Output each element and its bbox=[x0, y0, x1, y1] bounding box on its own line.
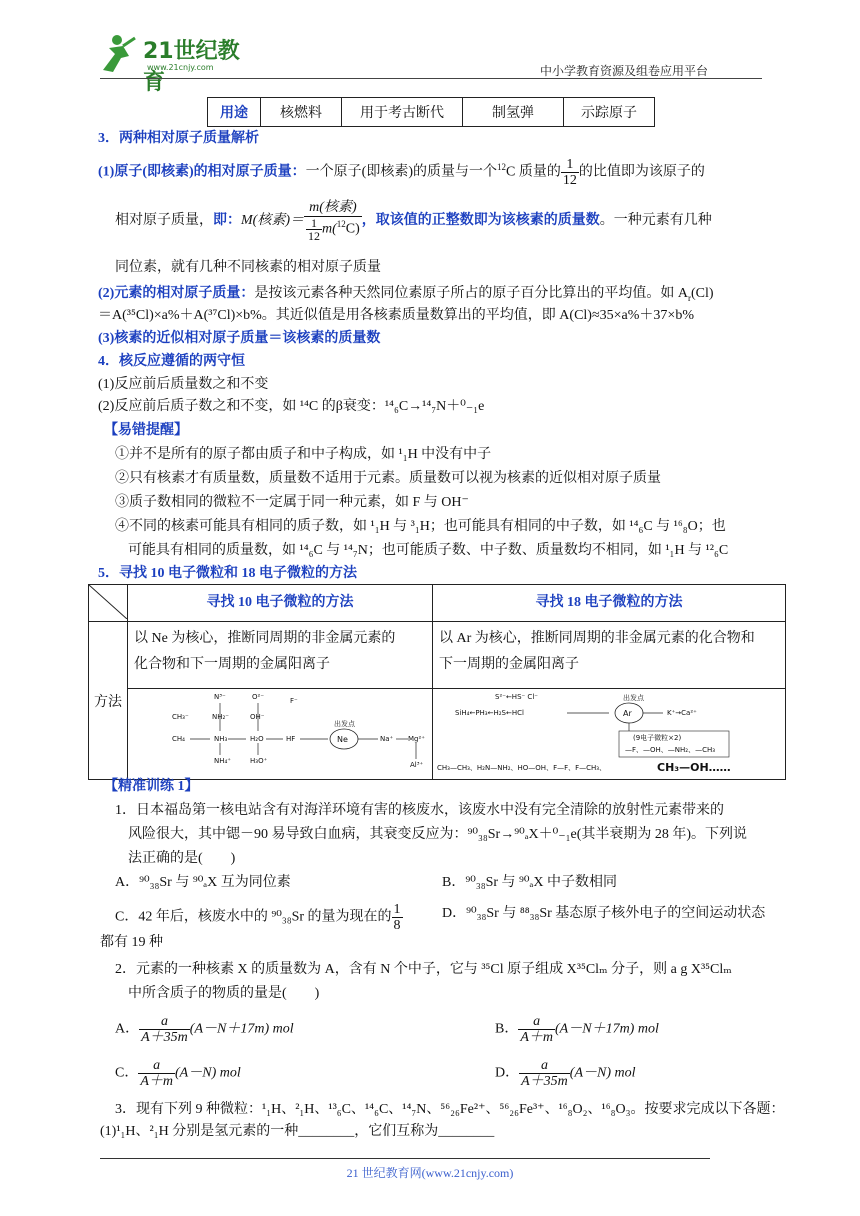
q1-option-a[interactable]: A．⁹⁰₃₈Sr 与 ⁹⁰ₐX 互为同位素 bbox=[115, 875, 291, 890]
section-3-title: 3．两种相对原子质量解析 bbox=[98, 131, 259, 146]
tip-1: ①并不是所有的原子都由质子和中子构成，如 ¹₁H 中没有中子 bbox=[115, 447, 492, 462]
header-divider bbox=[100, 78, 762, 79]
q2-option-d[interactable]: D． $\frac{a}{A+35m}$ (A－N) mol bbox=[495, 1058, 636, 1089]
q3-line2: (1)¹₁H、²₁H 分别是氢元素的一种________，它们互称为________ bbox=[100, 1124, 495, 1139]
q2-option-b[interactable]: B． $\frac{a}{A+m}$ (A－N＋17m) mol bbox=[495, 1014, 659, 1045]
s3-p1: (1)原子(即核素)的相对原子质量：一个原子(即核素)的质量与一个$^{12}$C 质量的 $\frac{1}{12}$ 的比值即为该原子的 bbox=[98, 157, 705, 188]
section-5-title: 5．寻找 10 电子微粒和 18 电子微粒的方法 bbox=[98, 566, 357, 581]
q1-line2: 风险很大，其中锶－90 易导致白血病，其衰变反应为：⁹⁰₃₈Sr→⁹⁰ₐX＋⁰₋₁e(其半衰期为 28 年)。下列说 bbox=[128, 827, 748, 842]
practice-title: 【精准训练 1】 bbox=[104, 779, 199, 794]
method-18-text: 以 Ar 为核心，推断同周期的非金属元素的化合物和 下一周期的金属阳离子 bbox=[433, 622, 786, 689]
tip-4a: ④不同的核素可能具有相同的质子数，如 ¹₁H 与 ³₁H；也可能具有相同的中子数，如 ¹⁴₆C 与 ¹⁶₈O；也 bbox=[115, 519, 726, 534]
diagram-10-arrows bbox=[128, 689, 428, 777]
use-table-cell: 制氢弹 bbox=[463, 98, 564, 127]
q1-line1: 1．日本福岛第一核电站含有对海洋环境有害的核废水，该废水中没有完全清除的放射性元素带来的 bbox=[115, 803, 724, 818]
s3-p1-end: 同位素，就有几种不同核素的相对原子质量 bbox=[115, 260, 381, 275]
method-10-text: 以 Ne 为核心，推断同周期的非金属元素的 化合物和下一周期的金属阳离子 bbox=[128, 622, 433, 689]
use-table-cell: 核燃料 bbox=[261, 98, 342, 127]
row-label: 方法 bbox=[89, 622, 128, 780]
tip-3: ③质子数相同的微粒不一定属于同一种元素，如 F 与 OH⁻ bbox=[115, 495, 469, 510]
s4-l2: (2)反应前后质子数之和不变，如 ¹⁴C 的β衰变：¹⁴₆C→¹⁴₇N＋⁰₋₁e bbox=[98, 399, 485, 414]
q1-option-d[interactable]: D．⁹⁰₃₈Sr 与 ⁸⁸₃₈Sr 基态原子核外电子的空间运动状态 bbox=[442, 906, 766, 921]
diagram-18-electron: S²⁻←HS⁻ Cl⁻ SiH₄←PH₃←H₂S←HCl 出发点 Ar K⁺→Ca²⁺ (9电子微粒×2) —F、—OH、—NH₂、—CH₃ CH₃—CH₃、H₂N—NH₂、HO—OH、F—F、F—CH₃、 CH₃—OH…… bbox=[433, 689, 786, 780]
q1-line3: 法正确的是( ) bbox=[128, 851, 236, 866]
tip-4b: 可能具有相同的质量数，如 ¹⁴₆C 与 ¹⁴₇N；也可能质子数、中子数、质量数均不相同，如 ¹₁H 与 ¹²₆C bbox=[128, 543, 729, 558]
section-4-title: 4．核反应遵循的两守恒 bbox=[98, 354, 245, 369]
q1-option-c[interactable]: C．42 年后，核废水中的 ⁹⁰₃₈Sr 的量为现在的 $\frac{1}{8}$ bbox=[115, 902, 401, 933]
diagram-10-electron: N³⁻ O²⁻ F⁻ CH₃⁻ NH₂⁻ OH⁻ CH₄ NH₃ H₂O HF NH₄⁺ H₃O⁺ 出发点 Ne Na⁺ Mg²⁺ Al³⁺ bbox=[128, 689, 433, 780]
q2-line2: 中所含质子的物质的量是( ) bbox=[128, 986, 320, 1001]
s3-p3: (3)核素的近似相对原子质量＝该核素的质量数 bbox=[98, 331, 381, 346]
table-corner bbox=[89, 585, 128, 622]
q3-line1: 3．现有下列 9 种微粒：¹₁H、²₁H、¹³₆C、¹⁴₆C、¹⁴₇N、⁵⁶₂₆Fe²⁺、⁵⁶₂₆Fe³⁺、¹⁶₈O₂、¹⁶₈O₃。按要求完成以下各题： bbox=[115, 1102, 785, 1117]
footer-link[interactable]: 21 世纪教育网(www.21cnjy.com) bbox=[346, 1166, 514, 1180]
diagonal-line-icon bbox=[89, 585, 127, 619]
s3-p2: (2)元素的相对原子质量：是按该元素各种天然同位素原子所占的原子百分比算出的平均值。如 $A_r(Cl)$ bbox=[98, 286, 714, 303]
use-table-cell: 用于考古断代 bbox=[342, 98, 463, 127]
s3-p1-formula: 相对原子质量，即：M(核素)＝ m(核素) $\frac{1}{12}$ m($^{12}$C) ，取该值的正整数即为该核素的质量数。一种元素有几种 bbox=[115, 200, 712, 243]
s3-p2-line2: ＝A(³⁵Cl)×a%＋A(³⁷Cl)×b%。其近似值是用各核素质量数算出的平均值，即 A(Cl)≈35×a%＋37×b% bbox=[98, 308, 694, 323]
col-18-header: 寻找 18 电子微粒的方法 bbox=[433, 585, 786, 622]
tip-2: ②只有核素才有质量数，质量数不适用于元素。质量数可以视为核素的近似相对原子质量 bbox=[115, 471, 661, 486]
isotope-use-table bbox=[207, 97, 655, 127]
use-table-cell: 示踪原子 bbox=[564, 98, 655, 127]
footer-divider bbox=[100, 1158, 710, 1159]
q1-option-b[interactable]: B．⁹⁰₃₈Sr 与 ⁹⁰ₐX 中子数相同 bbox=[442, 875, 617, 890]
tips-title: 【易错提醒】 bbox=[104, 423, 188, 438]
logo-text: 21世纪教育 bbox=[143, 39, 240, 95]
electron-method-table bbox=[88, 584, 786, 780]
s4-l1: (1)反应前后质量数之和不变 bbox=[98, 377, 269, 392]
q1-option-d-cont: 都有 19 种 bbox=[100, 935, 163, 950]
use-table-head: 用途 bbox=[208, 98, 261, 127]
q2-option-a[interactable]: A． $\frac{a}{A+35m}$ (A－N＋17m) mol bbox=[115, 1014, 294, 1045]
col-10-header: 寻找 10 电子微粒的方法 bbox=[128, 585, 433, 622]
q2-option-c[interactable]: C． $\frac{a}{A+m}$ (A－N) mol bbox=[115, 1058, 241, 1089]
logo-url: www.21cnjy.com bbox=[147, 63, 214, 72]
q2-line1: 2．元素的一种核素 X 的质量数为 A，含有 N 个中子，它与 ³⁵Cl 原子组成 X³⁵Clₘ 分子，则 a g X³⁵Clₘ bbox=[115, 962, 732, 977]
platform-name: 中小学教育资源及组卷应用平台 bbox=[540, 64, 709, 78]
site-logo bbox=[95, 30, 255, 95]
